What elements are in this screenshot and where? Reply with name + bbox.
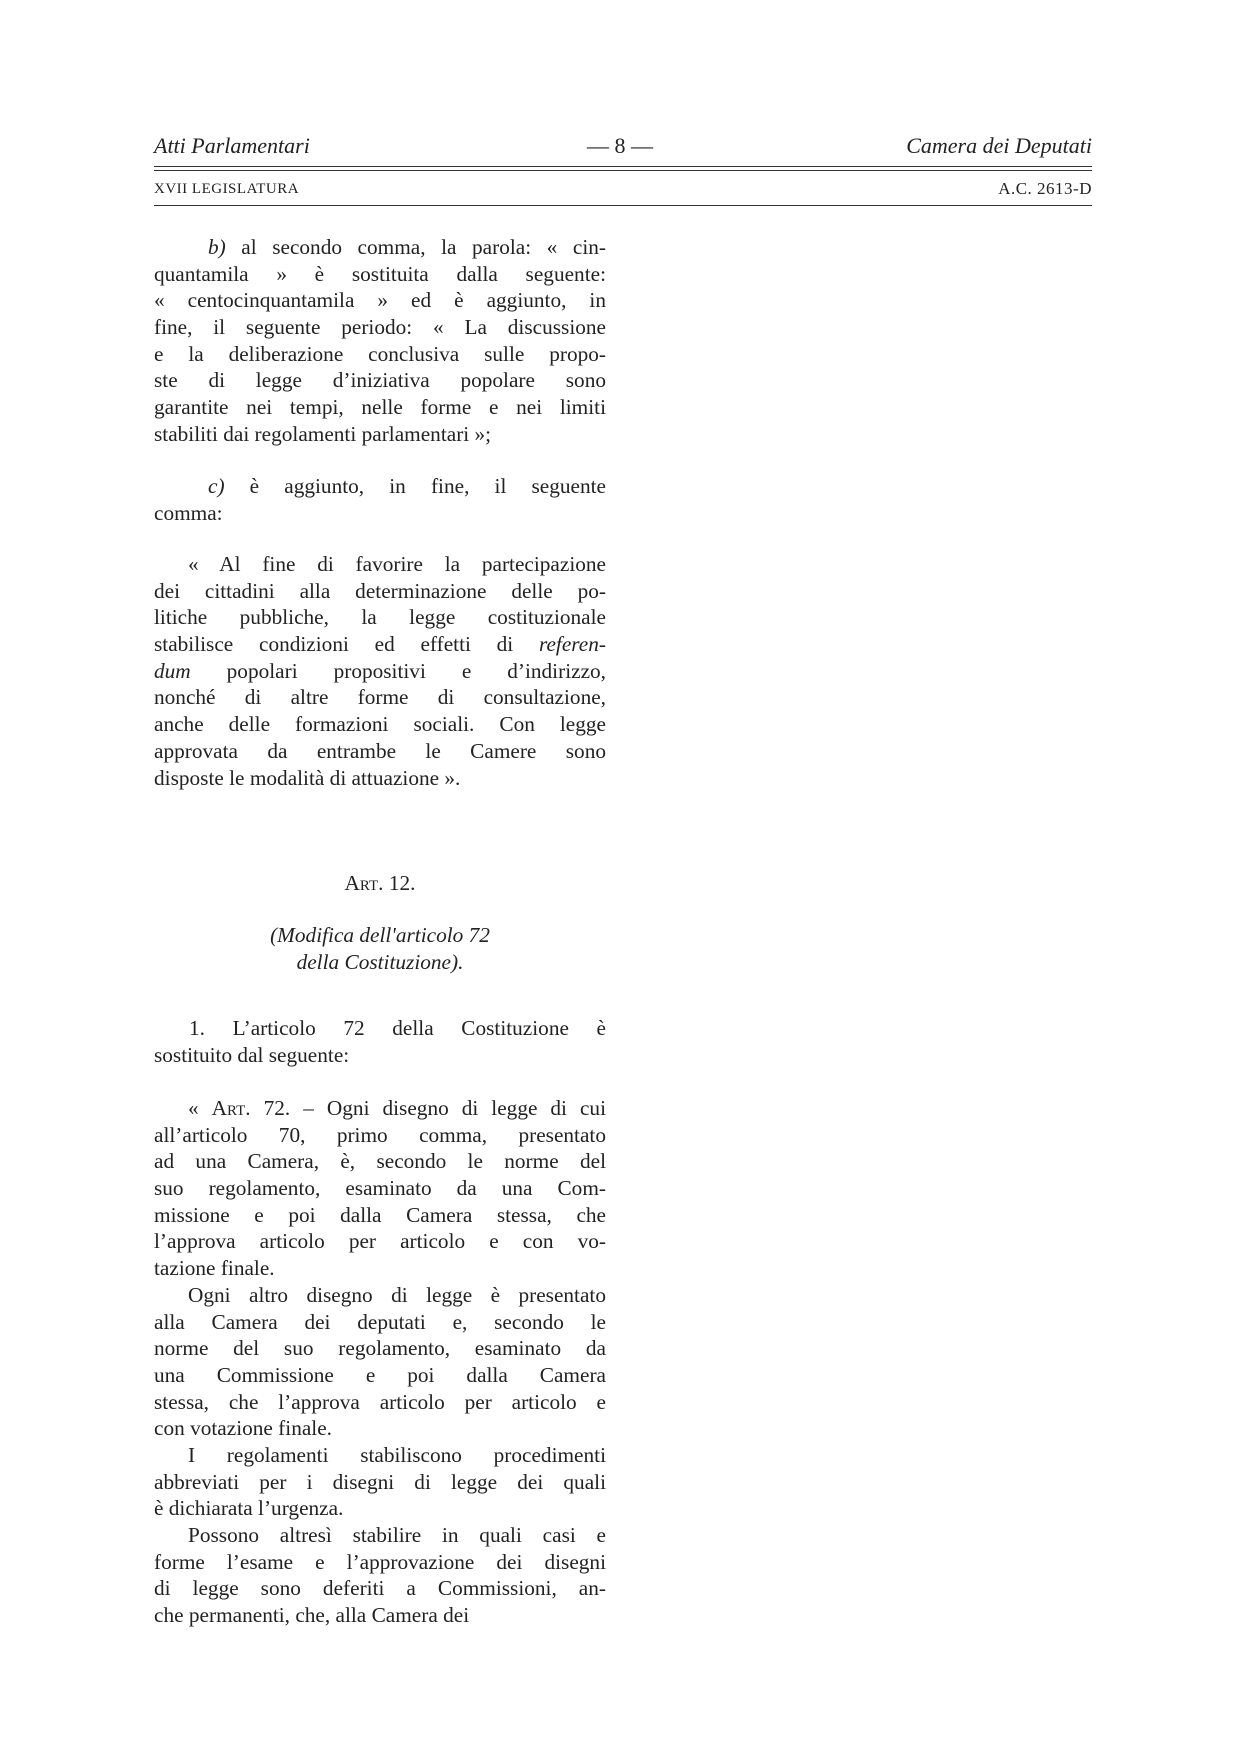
text-segment: garantite nei tempi, nelle forme e nei limiti bbox=[154, 395, 606, 420]
para-c bbox=[154, 473, 606, 526]
text-line bbox=[154, 1309, 606, 1336]
text-segment: popolari propositivi e d’indirizzo, bbox=[190, 658, 606, 683]
text-line bbox=[154, 1522, 606, 1549]
text-line bbox=[154, 1602, 606, 1629]
text-line bbox=[154, 1282, 606, 1309]
text-segment: (Modifica dell'articolo 72 bbox=[270, 923, 490, 947]
text-line bbox=[154, 1415, 606, 1442]
text-segment: referen- bbox=[538, 632, 606, 657]
text-line bbox=[154, 341, 606, 368]
text-line bbox=[154, 261, 606, 288]
text-segment: con votazione finale. bbox=[154, 1416, 332, 1441]
text-segment: 1. L’articolo 72 della Costituzione è bbox=[189, 1016, 606, 1040]
text-segment: Possono altresì stabilire in quali casi e bbox=[188, 1523, 606, 1547]
text-segment: norme del suo regolamento, esaminato da bbox=[154, 1336, 606, 1361]
text-line bbox=[154, 1442, 606, 1469]
text-segment: Art. bbox=[211, 1096, 251, 1120]
art72-text bbox=[154, 1095, 606, 1629]
text-segment: al secondo comma, la parola: « cin- bbox=[225, 235, 606, 259]
text-line bbox=[154, 551, 606, 578]
text-segment: comma: bbox=[154, 500, 223, 525]
text-segment: l’approva articolo per articolo e con vo- bbox=[154, 1229, 606, 1254]
text-line bbox=[154, 949, 606, 976]
text-line bbox=[154, 500, 606, 527]
text-segment: una Commissione e poi dalla Camera bbox=[154, 1362, 606, 1387]
text-segment: « bbox=[188, 1096, 212, 1120]
text-segment: alla Camera dei deputati e, secondo le bbox=[154, 1309, 606, 1334]
text-line bbox=[154, 1575, 606, 1602]
text-line bbox=[154, 1255, 606, 1282]
text-segment: all’articolo 70, primo comma, presentato bbox=[154, 1122, 606, 1147]
text-line bbox=[154, 394, 606, 421]
text-line bbox=[154, 578, 606, 605]
text-line bbox=[154, 234, 606, 261]
text-line bbox=[154, 314, 606, 341]
act-number: A.C. 2613-D bbox=[998, 179, 1092, 198]
text-segment: suo regolamento, esaminato da una Com- bbox=[154, 1176, 606, 1201]
text-line bbox=[154, 1335, 606, 1362]
article-rubric bbox=[154, 922, 606, 975]
text-segment: 12. bbox=[383, 871, 416, 895]
text-line bbox=[154, 1095, 606, 1122]
text-segment: fine, il seguente periodo: « La discussione bbox=[154, 315, 606, 340]
text-line bbox=[154, 1389, 606, 1416]
text-segment: dei cittadini alla determinazione delle po- bbox=[154, 578, 606, 603]
text-line bbox=[154, 1148, 606, 1175]
text-segment: 72. – Ogni disegno di legge di cui bbox=[250, 1096, 606, 1120]
text-line bbox=[154, 1122, 606, 1149]
text-segment: Ogni altro disegno di legge è presentato bbox=[188, 1282, 606, 1307]
header-double-rule-top bbox=[154, 166, 1092, 167]
text-line bbox=[154, 604, 606, 631]
text-segment: Art. bbox=[344, 871, 384, 895]
page-number: — 8 — bbox=[587, 133, 653, 158]
text-segment: b) bbox=[208, 235, 226, 259]
text-segment: litiche pubbliche, la legge costituzionale bbox=[154, 605, 606, 630]
running-header-right: Camera dei Deputati bbox=[906, 133, 1092, 158]
text-segment: è aggiunto, in fine, il seguente bbox=[224, 474, 606, 498]
text-line bbox=[154, 922, 606, 949]
text-segment: missione e poi dalla Camera stessa, che bbox=[154, 1202, 606, 1227]
text-segment: forme l’esame e l’approvazione dei disegni bbox=[154, 1549, 606, 1574]
text-segment: ste di legge d’iniziativa popolare sono bbox=[154, 368, 606, 393]
text-line bbox=[154, 1015, 606, 1042]
text-line bbox=[154, 765, 606, 792]
text-line bbox=[154, 287, 606, 314]
text-segment: è dichiarata l’urgenza. bbox=[154, 1496, 344, 1521]
running-header-left: Atti Parlamentari bbox=[154, 133, 310, 158]
text-segment: ad una Camera, è, secondo le norme del bbox=[154, 1149, 606, 1174]
quote-comma bbox=[154, 551, 606, 791]
para-1 bbox=[154, 1015, 606, 1068]
text-line bbox=[154, 367, 606, 394]
text-segment: quantamila » è sostituita dalla seguente: bbox=[154, 261, 606, 286]
text-segment: « Al fine di favorire la partecipazione bbox=[188, 552, 606, 576]
text-segment: abbreviati per i disegni di legge dei quali bbox=[154, 1469, 606, 1494]
text-segment: disposte le modalità di attuazione ». bbox=[154, 765, 461, 790]
text-line bbox=[154, 1495, 606, 1522]
text-segment: anche delle formazioni sociali. Con legge bbox=[154, 712, 606, 737]
text-line bbox=[154, 1202, 606, 1229]
header-double-rule-bottom bbox=[154, 170, 1092, 171]
text-segment: stabiliti dai regolamenti parlamentari »; bbox=[154, 421, 492, 446]
text-segment: stessa, che l’approva articolo per articolo e bbox=[154, 1389, 606, 1414]
text-segment: e la deliberazione conclusiva sulle propo- bbox=[154, 341, 606, 366]
text-line bbox=[154, 711, 606, 738]
text-segment: dum bbox=[154, 658, 191, 683]
text-line bbox=[154, 1362, 606, 1389]
text-line bbox=[154, 738, 606, 765]
text-line bbox=[154, 870, 606, 897]
text-segment: tazione finale. bbox=[154, 1256, 275, 1281]
text-segment: che permanenti, che, alla Camera dei bbox=[154, 1603, 470, 1628]
article-heading bbox=[154, 870, 606, 897]
text-segment: di legge sono deferiti a Commissioni, an- bbox=[154, 1576, 606, 1601]
text-segment: I regolamenti stabiliscono procedimenti bbox=[188, 1442, 606, 1467]
para-b bbox=[154, 234, 606, 448]
text-line bbox=[154, 1228, 606, 1255]
text-line bbox=[154, 684, 606, 711]
text-line bbox=[154, 1549, 606, 1576]
text-line bbox=[154, 658, 606, 685]
text-line bbox=[154, 1042, 606, 1069]
text-segment: stabilisce condizioni ed effetti di bbox=[154, 632, 539, 657]
text-segment: « centocinquantamila » ed è aggiunto, in bbox=[154, 288, 606, 313]
header-rule bbox=[154, 205, 1092, 206]
legislature-label: XVII LEGISLATURA bbox=[154, 181, 300, 197]
text-line bbox=[154, 631, 606, 658]
text-line bbox=[154, 421, 606, 448]
text-segment: c) bbox=[208, 474, 225, 498]
text-segment: nonché di altre forme di consultazione, bbox=[154, 685, 606, 710]
text-segment: sostituito dal seguente: bbox=[154, 1042, 350, 1067]
text-line bbox=[154, 1175, 606, 1202]
text-line bbox=[154, 1469, 606, 1496]
text-segment: approvata da entrambe le Camere sono bbox=[154, 738, 606, 763]
text-segment: della Costituzione). bbox=[296, 949, 464, 974]
text-line bbox=[154, 473, 606, 500]
